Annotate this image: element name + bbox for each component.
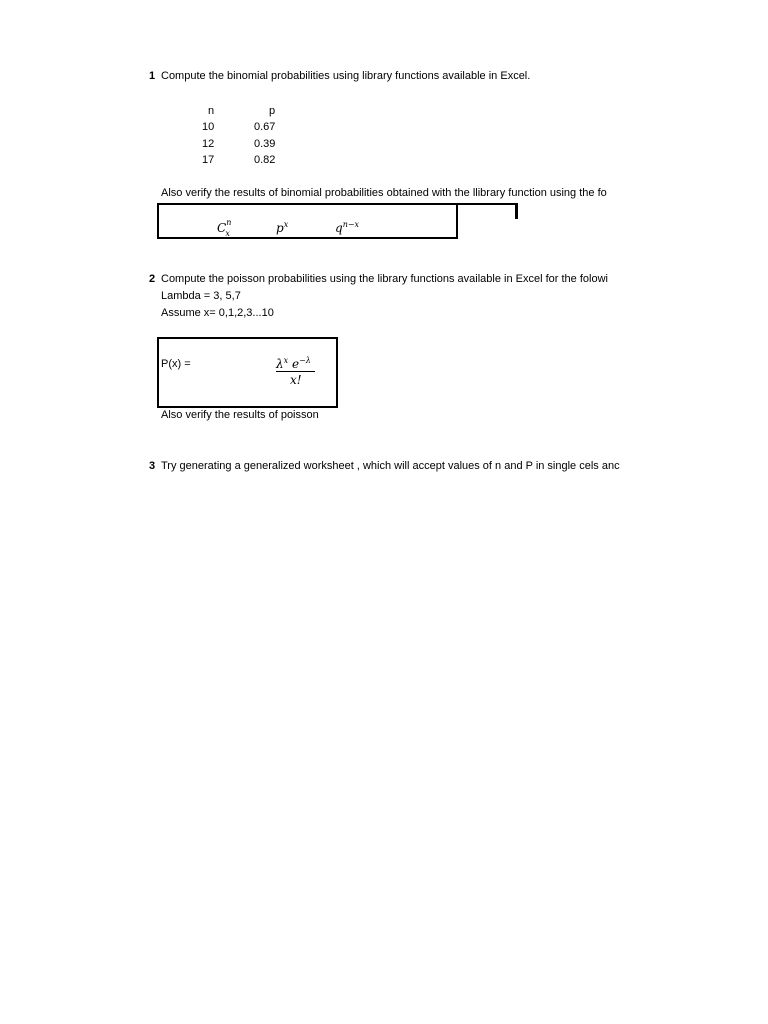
fraction-bar bbox=[276, 371, 315, 372]
question-number: 3 bbox=[149, 460, 156, 472]
question-number: 2 bbox=[149, 273, 156, 285]
verify-text: Also verify the results of poisson bbox=[161, 409, 319, 421]
lambda-line: Lambda = 3, 5,7 bbox=[161, 290, 241, 302]
table-cell: 0.82 bbox=[254, 154, 276, 166]
verify-text: Also verify the results of binomial probabilities obtained with the llibrary function using the fo bbox=[161, 187, 607, 199]
formula-box-right-tick bbox=[515, 203, 518, 219]
poisson-formula-box bbox=[157, 337, 338, 408]
binomial-q-term: $q^{n-x}$ bbox=[335, 220, 360, 235]
binomial-p-term: $p^x$ bbox=[276, 220, 289, 235]
table-cell: 0.67 bbox=[254, 121, 276, 133]
binomial-coefficient: $C^n_x$ bbox=[217, 218, 232, 239]
poisson-denominator: x! bbox=[290, 373, 302, 387]
table-header-p: p bbox=[269, 105, 276, 117]
poisson-label: P(x) = bbox=[161, 358, 191, 370]
question-text: Compute the poisson probabilities using the library functions available in Excel for the folowi bbox=[161, 273, 608, 285]
question-number: 1 bbox=[149, 70, 156, 82]
table-cell: 0.39 bbox=[254, 138, 276, 150]
table-header-n: n bbox=[208, 105, 215, 117]
table-cell: 17 bbox=[202, 154, 215, 166]
binomial-formula-box bbox=[157, 203, 458, 239]
poisson-numerator: $\lambda^x$ $e^{-\lambda}$ bbox=[276, 356, 311, 371]
formula-box-top-rule bbox=[157, 203, 517, 205]
assume-line: Assume x= 0,1,2,3...10 bbox=[161, 307, 274, 319]
question-text: Try generating a generalized worksheet , which will accept values of n and P in single cels anc bbox=[161, 460, 620, 472]
table-cell: 10 bbox=[202, 121, 215, 133]
question-text: Compute the binomial probabilities using library functions available in Excel. bbox=[161, 70, 531, 82]
table-cell: 12 bbox=[202, 138, 215, 150]
